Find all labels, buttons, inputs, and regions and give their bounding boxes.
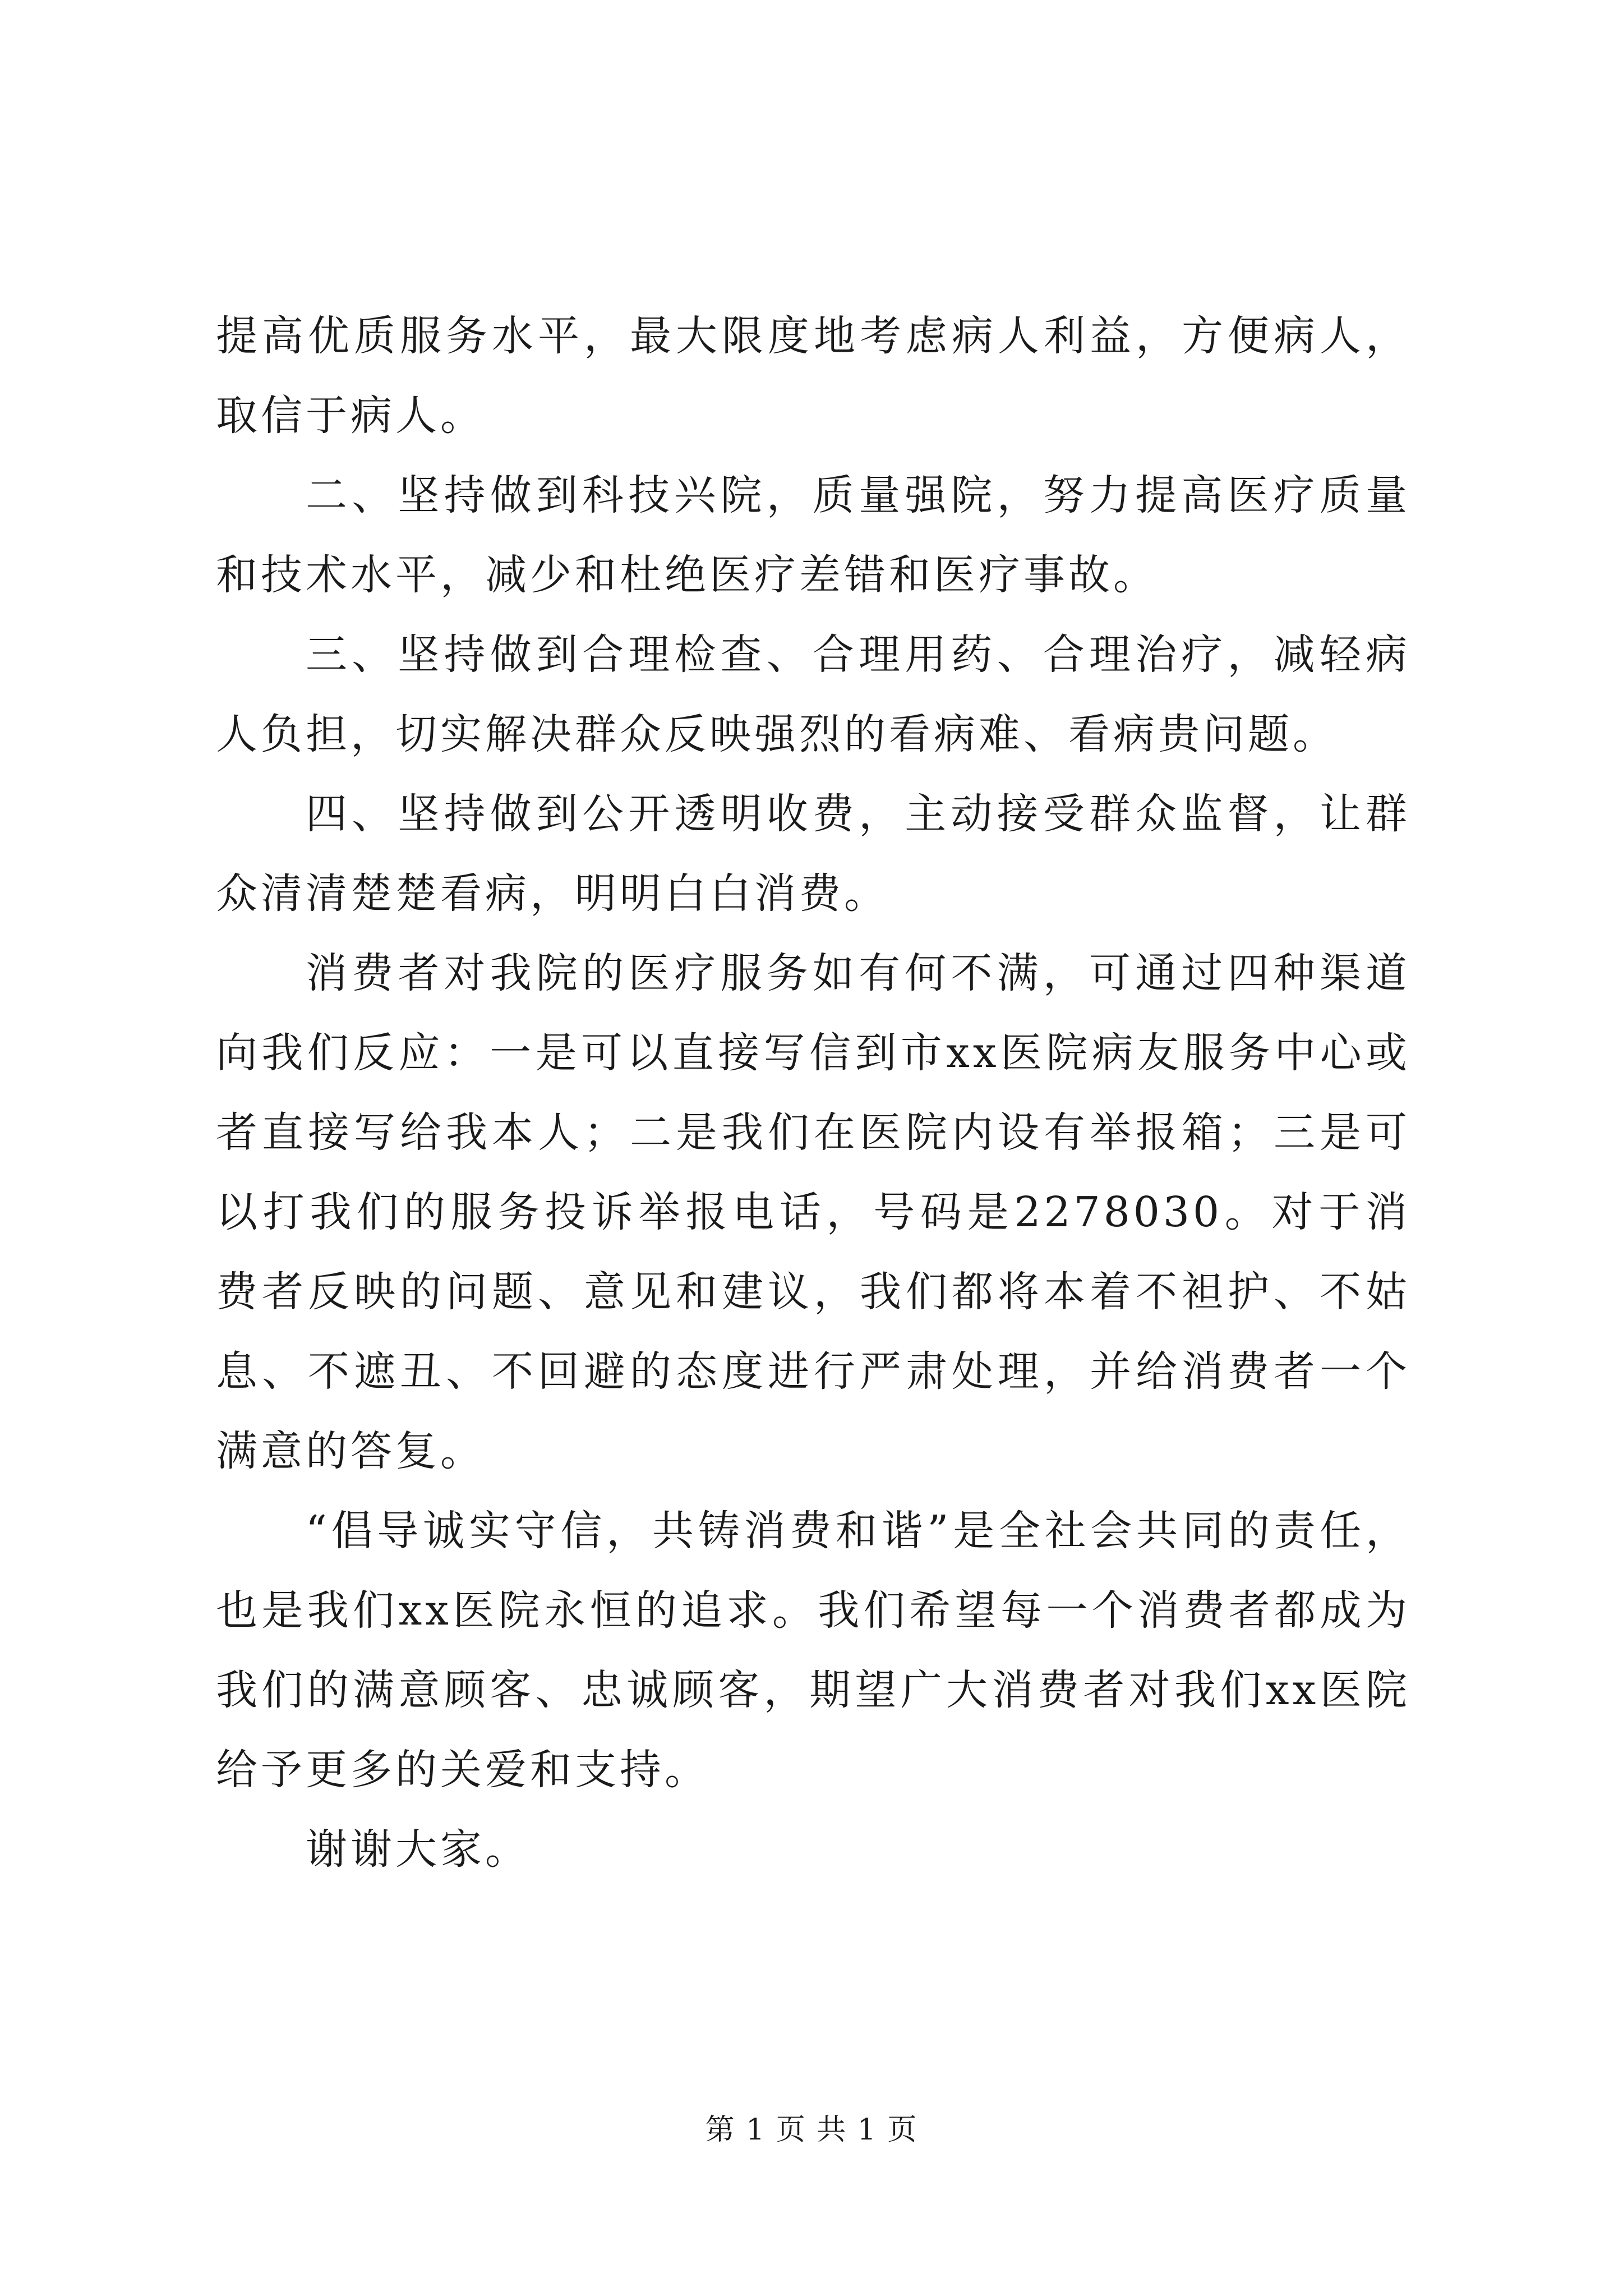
paragraph-4: 四、坚持做到公开透明收费，主动接受群众监督，让群众清清楚楚看病，明明白白消费。 bbox=[216, 790, 1410, 918]
page-footer: 第 1 页 共 1 页 bbox=[705, 2113, 918, 2147]
paragraph-3: 三、坚持做到合理检查、合理用药、合理治疗，减轻病人负担，切实解决群众反映强烈的看病难、看病贵问题。 bbox=[216, 631, 1410, 758]
document-body bbox=[216, 296, 1410, 1889]
paragraph-7: 谢谢大家。 bbox=[306, 1825, 530, 1874]
paragraph-5: 消费者对我院的医疗服务如有何不满，可通过四种渠道向我们反应：一是可以直接写信到市xx医院病友服务中心或者直接写给我本人；二是我们在医院内设有举报箱；三是可以打我们的服务投诉举报电话，号码是2278030。对于消费者反映的问题、意见和建议，我们都将本着不袒护、不姑息、不遮丑、不回避的态度进行严肃处理，并给消费者一个满意的答复。 bbox=[216, 949, 1410, 1475]
paragraph-2: 二、坚持做到科技兴院，质量强院，努力提高医疗质量和技术水平，减少和杜绝医疗差错和医疗事故。 bbox=[216, 471, 1410, 599]
paragraph-6: “倡导诚实守信，共铸消费和谐”是全社会共同的责任，也是我们xx医院永恒的追求。我们希望每一个消费者都成为我们的满意顾客、忠诚顾客，期望广大消费者对我们xx医院给予更多的关爱和支持。 bbox=[216, 1507, 1410, 1794]
paragraph-1: 提高优质服务水平，最大限度地考虑病人利益，方便病人，取信于病人。 bbox=[216, 312, 1410, 440]
